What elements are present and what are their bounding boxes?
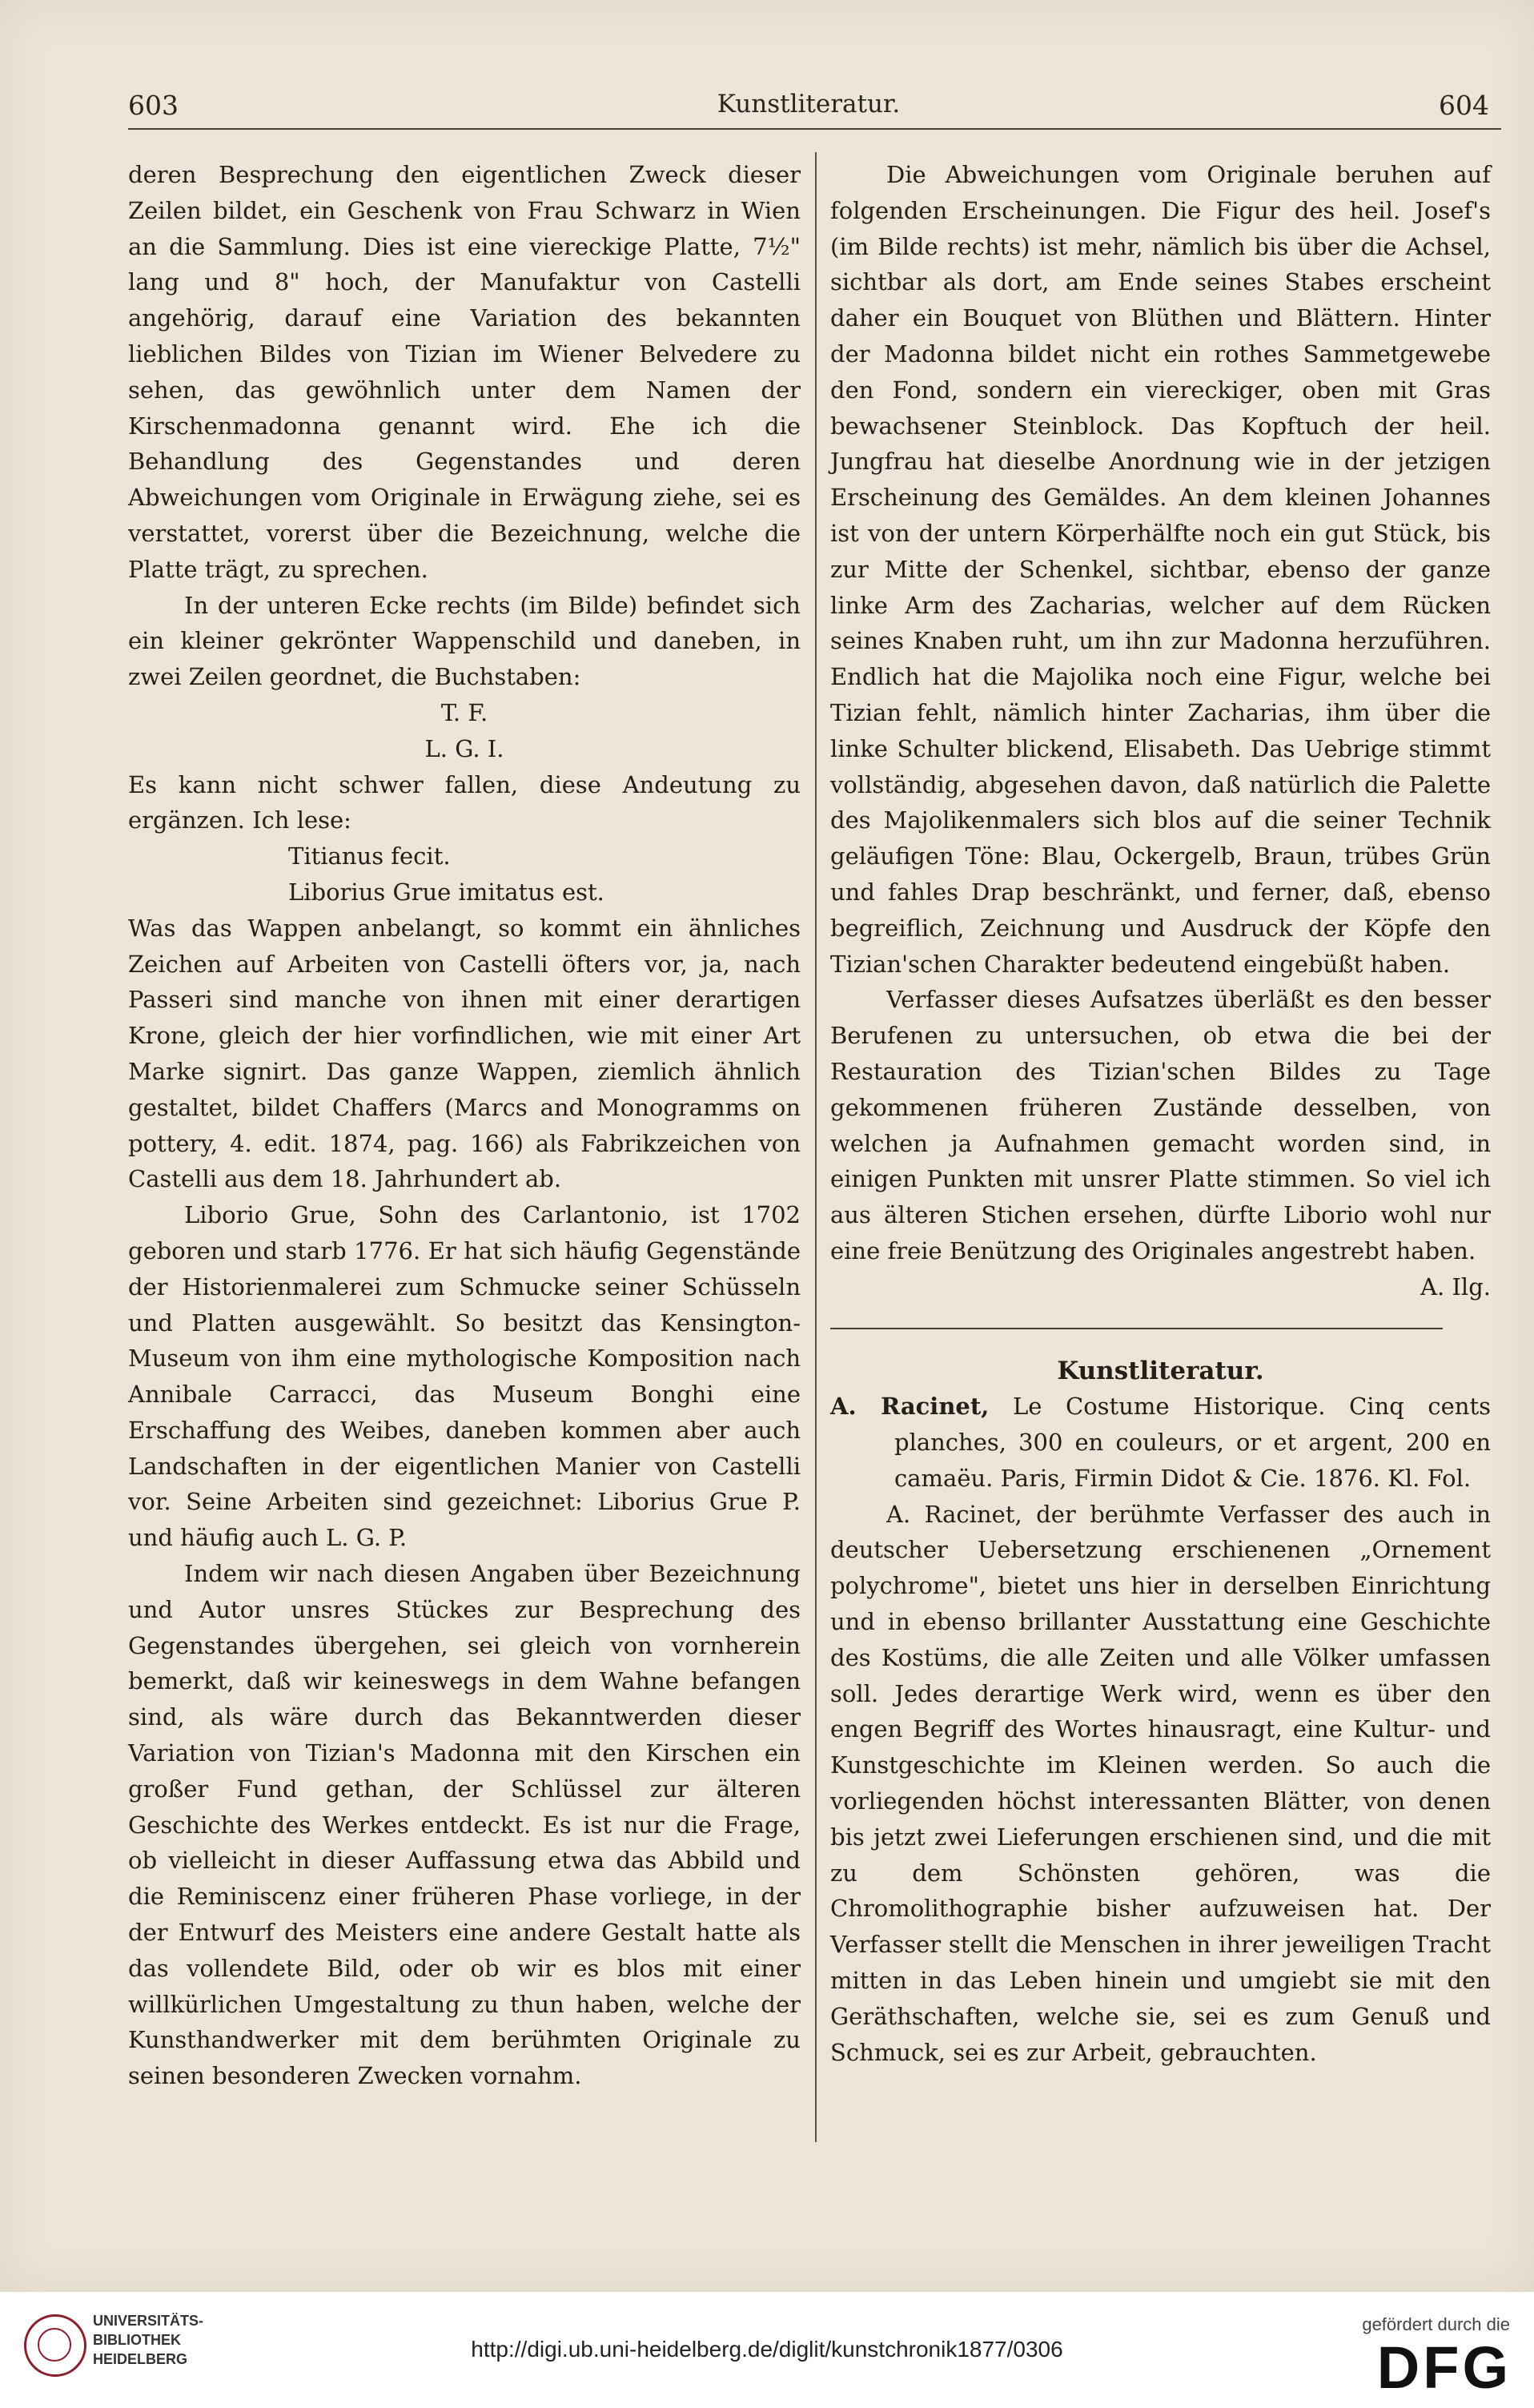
- left-column: [128, 157, 801, 2094]
- funding-caption: gefördert durch die: [1362, 2314, 1510, 2334]
- page-header: [128, 83, 1489, 130]
- paragraph: A. Racinet, der berühmte Verfasser des auch in deutscher Uebersetzung erschienenen „Ornement polychrome", bietet uns hier in derselben Einrichtung und in ebenso brillanter Ausstattung eine Geschichte des Kostüms, die alle Zeiten und alle Völker umfassen soll. Jedes derartige Werk wird, wenn es über den engen Begriff des Wortes hinausragt, eine Kultur- und Kunstgeschichte im Kleinen werden. So auch die vorliegenden höchst interessanten Blätter, von denen bis jetzt zwei Lieferungen erschienen sind, und die mit zu dem Schönsten gehören, was die Chromolithographie bisher aufzuweisen hat. Der Verfasser stellt die Menschen in ihrer jeweiligen Tracht mitten in das Leben hinein und umgiebt sie mit den Geräthschaften, welche sie, sei es zum Genuß und Schmuck, sei es zur Arbeit, gebrauchten.: [830, 1500, 1491, 2066]
- paragraph: Liborio Grue, Sohn des Carlantonio, ist 1702 geboren und starb 1776. Er hat sich häufig Gegenstände der Historienmalerei zum Schmucke seiner Schüsseln und Platten ausgewählt. So besitzt das Kensington-Museum von ihm eine mythologische Komposition nach Annibale Carracci, das Museum Bonghi eine Erschaffung des Weibes, daneben kommen aber auch Landschaften in der eigentlichen Manier von Castelli vor. Seine Arbeiten sind gezeichnet: Liborius Grue P. und häufig auch L. G. P.: [128, 1201, 801, 1552]
- paragraph: Die Abweichungen vom Originale beruhen auf folgenden Erscheinungen. Die Figur des heil. Josef's (im Bilde rechts) ist mehr, nämlich bis über die Achsel, sichtbar als dort, am Ende seines Stabes erscheint daher ein Bouquet von Blüthen und Blättern. Hinter der Madonna bildet nicht ein rothes Sammetgewebe den Fond, sondern ein viereckiger, oben mit Gras bewachsener Steinblock. Das Kopftuch der heil. Jungfrau hat dieselbe Anordnung wie in der jetzigen Erscheinung des Gemäldes. An dem kleinen Johannes ist von der untern Körperhälfte noch ein gut Stück, bis zur Mitte der Schenkel, sichtbar, ebenso der ganze linke Arm des Zacharias, welcher auf dem Rücken seines Knaben ruht, um ihn zur Madonna herzuführen. Endlich hat die Majolika noch eine Figur, welche bei Tizian fehlt, nämlich hinter Zacharias, ihm über die linke Schulter blickend, Elisabeth. Das Uebrige stimmt vollständig, abgesehen davon, daß natürlich die Palette des Majolikenmalers sich blos auf die seiner Technik geläufigen Töne: Blau, Ockergelb, Braun, trübes Grün und fahles Drap beschränkt, und ferner, daß, ebenso begreiflich, Zeichnung und Ausdruck der Köpfe den Tizian'schen Charakter bedeutend eingebüßt haben.: [830, 161, 1491, 978]
- paragraph: Verfasser dieses Aufsatzes überläßt es den besser Berufenen zu untersuchen, ob etwa die bei der Restauration des Tizian'schen Bildes zu Tage gekommenen früheren Zustände desselben, von welchen ja Aufnahmen gemacht worden sind, in einigen Punkten mit unsrer Platte stimmen. So viel ich aus älteren Stichen ersehen, dürfte Liborio wohl nur eine freie Benützung des Originales angestrebt haben.: [830, 986, 1491, 1264]
- section-rule: [830, 1328, 1443, 1329]
- header-rule: [128, 128, 1501, 130]
- paragraph: In der unteren Ecke rechts (im Bilde) befindet sich ein kleiner gekrönter Wappenschild und daneben, in zwei Zeilen geordnet, die Buchstaben:: [128, 591, 801, 691]
- literature-title: Le Costume Historique. Cinq cents planches, 300 en couleurs, or et argent, 200 en camaëu. Paris, Firmin Didot & Cie. 1876. Kl. Fol.: [894, 1393, 1492, 1492]
- mark-line: L. G. I.: [424, 734, 504, 762]
- permalink-url[interactable]: http://digi.ub.uni-heidelberg.de/diglit/kunstchronik1877/0306: [471, 2337, 1063, 2362]
- literature-entry: [830, 1389, 1491, 1496]
- logo-line: HEIDELBERG: [93, 2351, 188, 2367]
- literature-author: A. Racinet,: [830, 1393, 990, 1421]
- dfg-logo[interactable]: DFG: [1376, 2334, 1512, 2401]
- column-divider: [815, 152, 817, 2142]
- paragraph: Es kann nicht schwer fallen, diese Andeutung zu ergänzen. Ich lese:: [128, 770, 801, 834]
- mark-line: T. F.: [440, 698, 488, 726]
- reading-line: Titianus fecit.: [288, 842, 451, 870]
- author-signature: A. Ilg.: [1420, 1272, 1491, 1300]
- running-title: Kunstliteratur.: [717, 90, 901, 119]
- paragraph: Indem wir nach diesen Angaben über Bezeichnung und Autor unsres Stückes zur Besprechung des Gegenstandes übergehen, sei gleich von vornherein bemerkt, daß wir keineswegs in dem Wahne befangen sind, als wäre durch das Bekanntwerden dieser Variation von Tizian's Madonna mit den Kirschen ein großer Fund gethan, der Schlüssel zur älteren Geschichte des Werkes entdeckt. Es ist nur die Frage, ob vielleicht in dieser Auffassung etwa das Abbild und die Reminiscenz einer früheren Phase vorliege, in der der Entwurf des Meisters eine andere Gestalt hatte als das vollendete Bild, oder ob wir es blos mit einer willkürlichen Umgestaltung zu thun haben, welche der Kunsthandwerker mit dem berühmten Originale zu seinen besonderen Zwecken vornahm.: [128, 1560, 801, 2090]
- page-number-left: 603: [128, 90, 179, 121]
- logo-line: BIBLIOTHEK: [93, 2332, 181, 2348]
- page-number-right: 604: [1439, 90, 1489, 121]
- right-column: [830, 157, 1491, 2070]
- reading-line: Liborius Grue imitatus est.: [288, 878, 604, 906]
- paragraph: Was das Wappen anbelangt, so kommt ein ähnliches Zeichen auf Arbeiten von Castelli öfters vor, ja, nach Passeri sind manche von ihnen mit einer derartigen Krone, gleich der hier vorfindlichen, wie mit einer Art Marke signirt. Das ganze Wappen, ziemlich ähnlich gestaltet, bildet Chaffers (Marcs and Monogramms on pottery, 4. edit. 1874, pag. 166) als Fabrikzeichen von Castelli aus dem 18. Jahrhundert ab.: [128, 914, 801, 1193]
- section-title: Kunstliteratur.: [1057, 1356, 1264, 1385]
- logo-line: UNIVERSITÄTS-: [93, 2313, 204, 2329]
- paragraph: deren Besprechung den eigentlichen Zweck dieser Zeilen bildet, ein Geschenk von Frau Schwarz in Wien an die Sammlung. Dies ist eine viereckige Platte, 7½" lang und 8" hoch, der Manufaktur von Castelli angehörig, darauf eine Variation des bekannten lieblichen Bildes von Tizian im Wiener Belvedere zu sehen, das gewöhnlich unter dem Namen der Kirschenmadonna genannt wird. Ehe ich die Behandlung des Gegenstandes und deren Abweichungen vom Originale in Erwägung ziehe, sei es verstattet, vorerst über die Bezeichnung, welche die Platte trägt, zu sprechen.: [128, 161, 801, 583]
- viewer-footer: [0, 2292, 1534, 2408]
